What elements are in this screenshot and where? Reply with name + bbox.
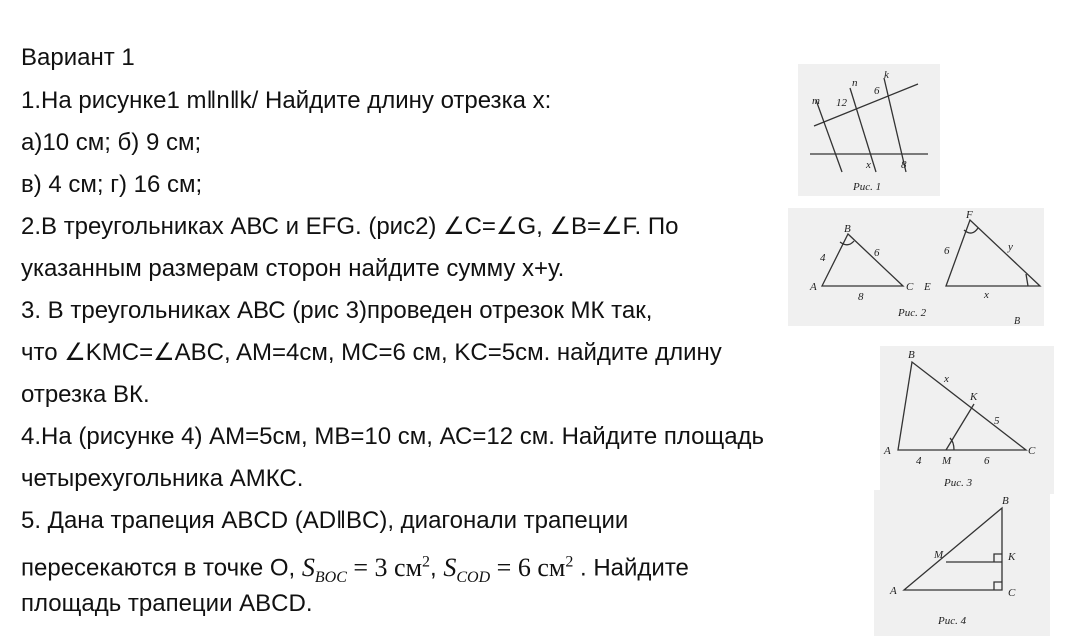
transversal-line (814, 84, 918, 126)
angle-m-arc (950, 438, 954, 450)
label-E: E (924, 281, 931, 293)
label-n: n (852, 77, 858, 89)
label-x: x (866, 159, 871, 171)
task3-line2: что ∠KMC=∠ABC, AM=4см, MC=6 см, KC=5см. найдите длину (21, 339, 722, 366)
label-side-8: 8 (858, 291, 864, 303)
area-boc-exponent: 2 (422, 553, 431, 570)
label-y: y (1008, 241, 1013, 253)
label-C: C (1028, 445, 1036, 457)
task4-line2: четырехугольника АМКС. (21, 465, 304, 492)
area-cod-formula (443, 552, 574, 586)
label-F: F (966, 209, 973, 221)
angle-b-arc (840, 241, 854, 245)
label-B: B (844, 223, 851, 235)
label-x: x (944, 373, 949, 385)
label-6: 6 (984, 455, 990, 467)
task5-line2-start: пересекаются в точке О, (21, 554, 302, 582)
figure-1-caption: Рис. 1 (853, 181, 882, 193)
triangle-abc (904, 508, 1002, 590)
label-M: M (942, 455, 952, 467)
angle-g-mark (1026, 274, 1028, 286)
label-side-6: 6 (874, 247, 880, 259)
task5-line3: площадь трапеции ABCD. (21, 590, 313, 617)
figure-3 (880, 346, 1054, 494)
area-cod-exponent: 2 (565, 553, 574, 570)
figure-3-caption: Рис. 3 (944, 477, 973, 489)
task5-line1: 5. Дана трапеция ABCD (AD‖BC), диагонали трапеции (21, 507, 629, 534)
label-K: K (1008, 551, 1016, 563)
right-angle-k (994, 554, 1002, 562)
label-5: 5 (994, 415, 1000, 427)
task4-line1: 4.На (рисунке 4) АМ=5см, МВ=10 см, АС=12 см. Найдите площадь (21, 423, 765, 450)
label-m: m (812, 95, 820, 107)
label-side-6b: 6 (944, 245, 950, 257)
triangle-abc (822, 234, 903, 286)
task3-line1: 3. В треугольниках АВС (рис 3)проведен отрезок МК так, (21, 297, 653, 324)
label-B: B (908, 349, 915, 361)
stray-letter: B (1014, 316, 1021, 326)
label-M: M (934, 549, 944, 561)
line-n (850, 88, 876, 172)
label-k: k (884, 69, 889, 81)
label-4: 4 (916, 455, 922, 467)
area-boc-subscript: BOC (314, 568, 347, 586)
label-side-4: 4 (820, 252, 826, 264)
label-C: C (1008, 587, 1016, 599)
label-8: 8 (901, 159, 907, 171)
task5-line2-end: . Найдите (573, 554, 689, 582)
task1-options-cd: в) 4 см; г) 16 см; (21, 171, 203, 198)
line-m (816, 100, 842, 172)
right-angle-c (994, 582, 1002, 590)
area-boc-value: = 3 см (346, 552, 423, 582)
area-symbol: S (443, 552, 457, 582)
area-cod-subscript: COD (456, 568, 491, 586)
triangle-abc (898, 362, 1026, 450)
label-K: K (970, 391, 978, 403)
figure-4-caption: Рис. 4 (938, 615, 967, 627)
label-B: B (1002, 495, 1009, 507)
variant-title: Вариант 1 (21, 44, 135, 71)
line-k (884, 78, 906, 172)
label-A: A (810, 281, 817, 293)
segment-mk (946, 404, 974, 450)
area-cod-value: = 6 см (490, 552, 566, 582)
task2-line2: указанным размерам сторон найдите сумму х+у. (21, 255, 565, 282)
task3-line3: отрезка ВК. (21, 381, 150, 408)
label-C: C (906, 281, 914, 293)
formula-separator: , (430, 554, 444, 582)
task1-question: 1.На рисунке1 m‖n‖k/ Найдите длину отрезка х: (21, 87, 552, 114)
figure-2-caption: Рис. 2 (898, 307, 927, 319)
figure-4 (874, 490, 1050, 636)
figure-1 (798, 64, 940, 196)
figure-2 (788, 208, 1044, 326)
label-12: 12 (836, 97, 847, 109)
label-6: 6 (874, 85, 880, 97)
area-symbol: S (301, 552, 315, 582)
task2-line1: 2.В треугольниках АВС и EFG. (рис2) ∠C=∠G, ∠B=∠F. По (21, 213, 679, 240)
area-boc-formula (301, 552, 431, 586)
label-A: A (890, 585, 897, 597)
label-A: A (884, 445, 891, 457)
task1-options-ab: а)10 см; б) 9 см; (21, 129, 202, 156)
label-x: x (984, 289, 989, 301)
